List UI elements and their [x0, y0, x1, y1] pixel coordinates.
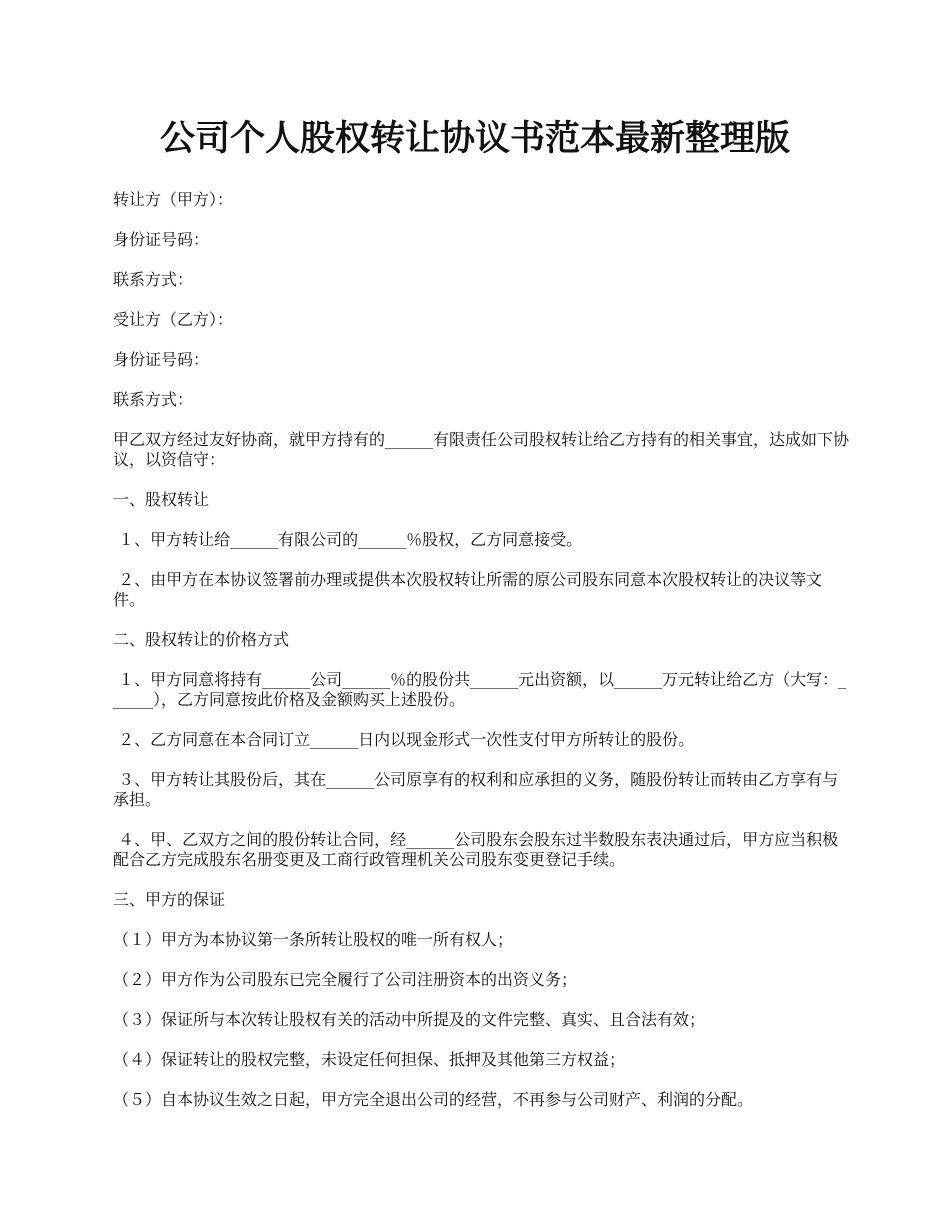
clause-3-5: （５）自本协议生效之日起，甲方完全退出公司的经营，不再参与公司财产、利润的分配。	[113, 1090, 754, 1109]
clause-2-3: ３、甲方转让其股份后，其在______公司原享有的权利和应承担的义务，随股份转让而转由乙方享有与承担。	[113, 770, 839, 809]
preamble-paragraph: 甲乙双方经过友好协商，就甲方持有的______有限责任公司股权转让给乙方持有的相关事宜，达成如下协议，以资信守：	[113, 430, 850, 469]
clause-2-1: １、甲方同意将持有______公司______％的股份共______元出资额，以______万元转让给乙方（大写：______），乙方同意按此价格及金额购买上述股份。	[113, 670, 847, 709]
transferee-id-label: 身份证号码：	[113, 350, 210, 369]
clause-3-3: （３）保证所与本次转让股权有关的活动中所提及的文件完整、真实、且合法有效；	[113, 1010, 706, 1029]
transferor-id-label: 身份证号码：	[113, 230, 210, 249]
clause-1-2: ２、由甲方在本协议签署前办理或提供本次股权转让所需的原公司股东同意本次股权转让的决议等文件。	[113, 570, 823, 609]
transferor-label: 转让方（甲方）：	[113, 190, 234, 209]
section-heading-3: 三、甲方的保证	[113, 890, 226, 909]
clause-3-4: （４）保证转让的股权完整，未设定任何担保、抵押及其他第三方权益；	[113, 1050, 626, 1069]
transferee-label: 受让方（乙方）：	[113, 310, 234, 329]
clause-2-4: ４、甲、乙双方之间的股份转让合同，经______公司股东会股东过半数股东表决通过后，甲方应当积极配合乙方完成股东名册变更及工商行政管理机关公司股东变更登记手续。	[113, 830, 839, 869]
clause-2-2: ２、乙方同意在本合同订立______日内以现金形式一次性支付甲方所转让的股份。	[113, 730, 695, 749]
transferee-contact-label: 联系方式：	[113, 390, 194, 409]
clause-3-1: （１）甲方为本协议第一条所转让股权的唯一所有权人；	[113, 930, 514, 949]
document-title: 公司个人股权转让协议书范本最新整理版	[159, 118, 790, 159]
clause-3-2: （２）甲方作为公司股东已完全履行了公司注册资本的出资义务；	[113, 970, 578, 989]
clause-1-1: １、甲方转让给______有限公司的______％股权，乙方同意接受。	[113, 530, 583, 549]
section-heading-2: 二、股权转让的价格方式	[113, 630, 290, 649]
transferor-contact-label: 联系方式：	[113, 270, 194, 289]
section-heading-1: 一、股权转让	[113, 490, 210, 509]
